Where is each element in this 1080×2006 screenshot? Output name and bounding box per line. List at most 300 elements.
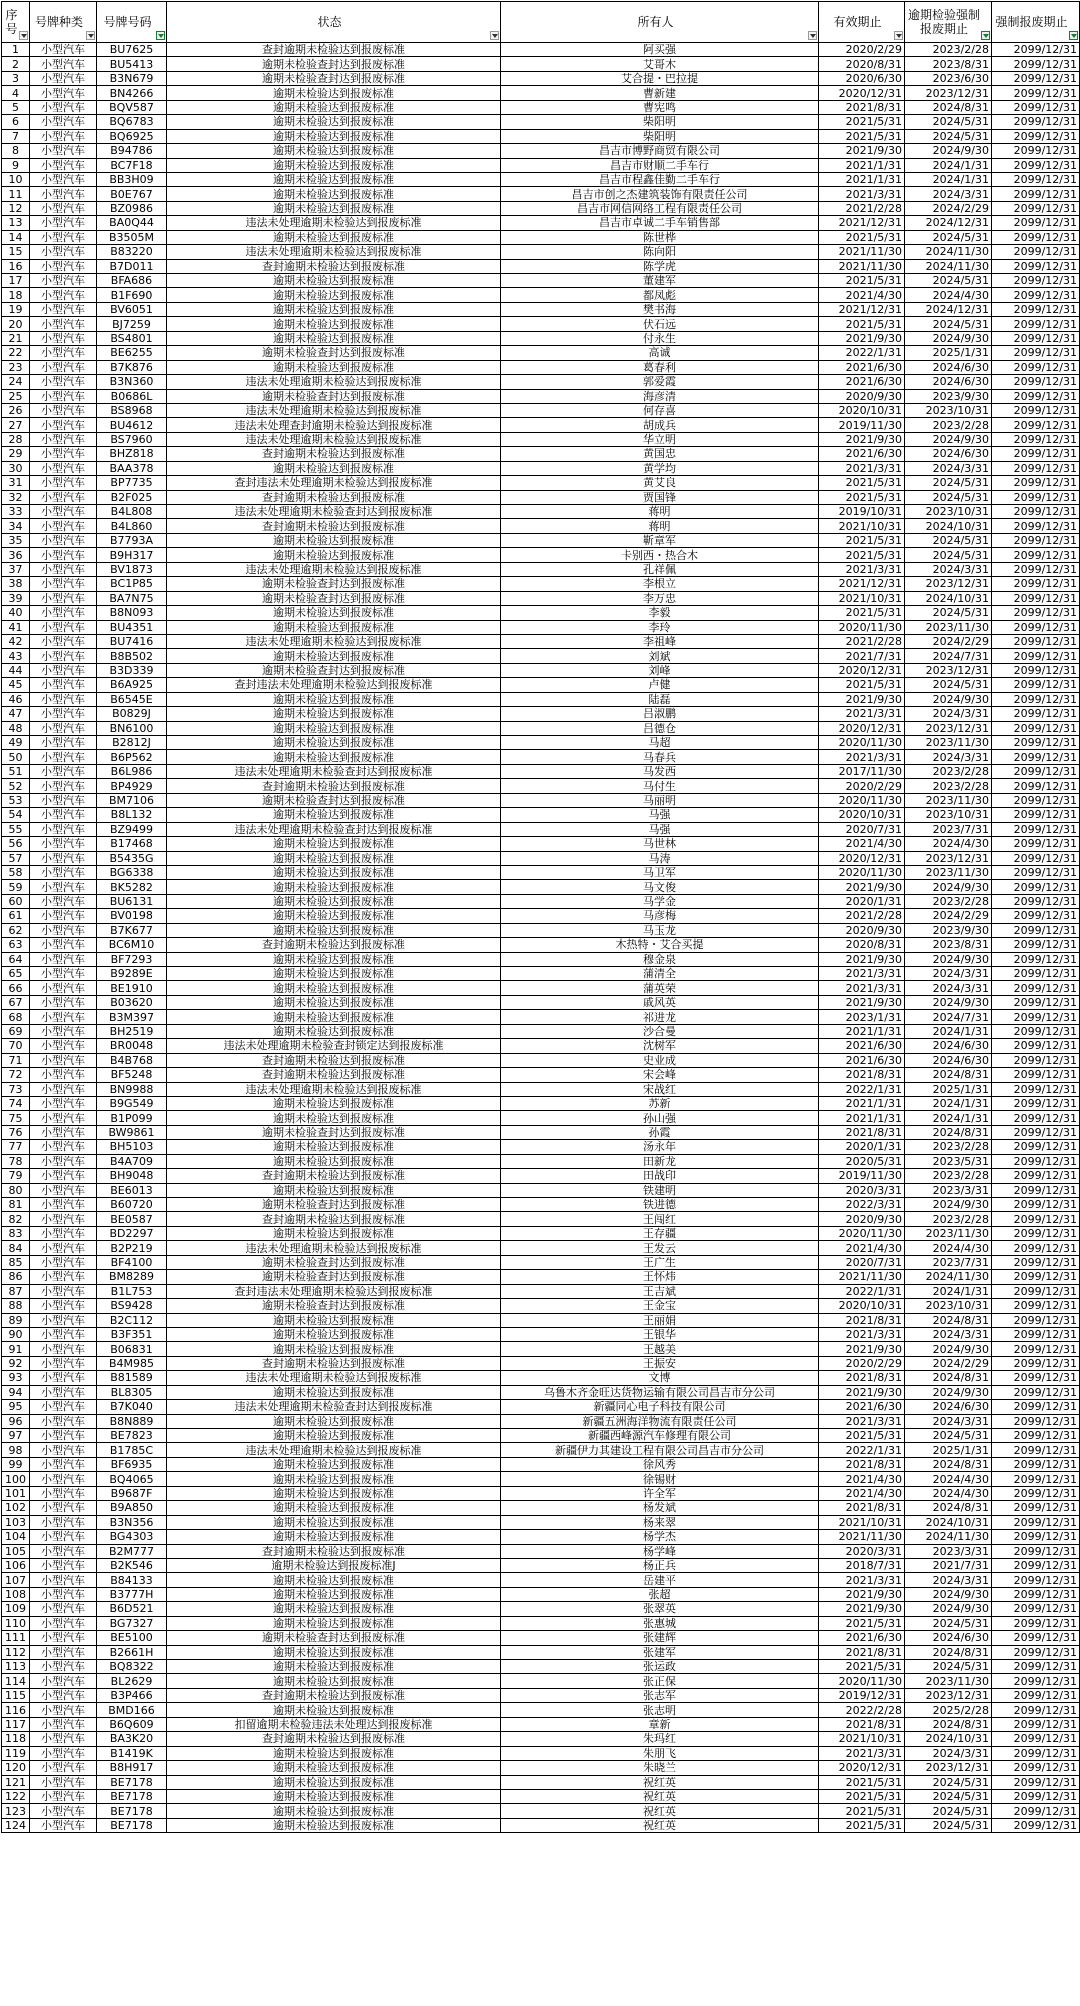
cell-scrap-until[interactable]: 2099/12/31 [992,1530,1080,1544]
cell-plate-type[interactable]: 小型汽车 [30,1602,97,1616]
cell-plate-type[interactable]: 小型汽车 [30,533,97,547]
cell-status[interactable]: 逾期未检验达到报废标准 [167,880,501,894]
cell-scrap-until[interactable]: 2099/12/31 [992,86,1080,100]
cell-valid-until[interactable]: 2021/5/31 [819,129,905,143]
cell-status[interactable]: 逾期未检验查封达到报废标准 [167,389,501,403]
cell-index[interactable]: 17 [2,274,30,288]
cell-status[interactable]: 逾期未检验达到报废标准 [167,1789,501,1803]
cell-status[interactable]: 逾期未检验达到报废标准 [167,1703,501,1717]
cell-overdue-scrap-until[interactable]: 2024/9/30 [905,880,992,894]
cell-status[interactable]: 逾期未检验查封达到报废标准 [167,1270,501,1284]
cell-plate-number[interactable]: B6Q609 [97,1717,167,1731]
cell-owner[interactable]: 陈学虎 [501,259,819,273]
cell-plate-number[interactable]: B7D011 [97,259,167,273]
cell-plate-type[interactable]: 小型汽车 [30,346,97,360]
cell-overdue-scrap-until[interactable]: 2024/9/30 [905,331,992,345]
cell-scrap-until[interactable]: 2099/12/31 [992,1313,1080,1327]
cell-status[interactable]: 逾期未检验达到报废标准 [167,1746,501,1760]
cell-plate-type[interactable]: 小型汽车 [30,1429,97,1443]
cell-index[interactable]: 22 [2,346,30,360]
cell-overdue-scrap-until[interactable]: 2025/1/31 [905,1443,992,1457]
cell-index[interactable]: 59 [2,880,30,894]
cell-plate-number[interactable]: BU4351 [97,620,167,634]
cell-index[interactable]: 97 [2,1429,30,1443]
cell-status[interactable]: 逾期未检验达到报废标准 [167,1660,501,1674]
cell-plate-type[interactable]: 小型汽车 [30,288,97,302]
cell-valid-until[interactable]: 2021/10/31 [819,1732,905,1746]
cell-plate-number[interactable]: B0686L [97,389,167,403]
cell-plate-type[interactable]: 小型汽车 [30,71,97,85]
cell-owner[interactable]: 贾国锋 [501,490,819,504]
cell-owner[interactable]: 王怀炜 [501,1270,819,1284]
cell-overdue-scrap-until[interactable]: 2023/6/30 [905,71,992,85]
cell-owner[interactable]: 杨正兵 [501,1558,819,1572]
cell-status[interactable]: 逾期未检验达到报废标准 [167,187,501,201]
cell-status[interactable]: 违法未处理逾期未检验达到报废标准 [167,1443,501,1457]
cell-overdue-scrap-until[interactable]: 2024/12/31 [905,302,992,316]
cell-status[interactable]: 查封逾期未检验达到报废标准 [167,259,501,273]
filter-dropdown-icon[interactable] [19,31,28,40]
cell-plate-number[interactable]: B94786 [97,144,167,158]
cell-scrap-until[interactable]: 2099/12/31 [992,403,1080,417]
cell-owner[interactable]: 昌吉市程鑫佳勤二手车行 [501,172,819,186]
cell-index[interactable]: 20 [2,317,30,331]
filter-active-icon[interactable] [981,31,990,40]
cell-plate-number[interactable]: B1785C [97,1443,167,1457]
cell-overdue-scrap-until[interactable]: 2023/3/31 [905,1544,992,1558]
cell-owner[interactable]: 孙山强 [501,1111,819,1125]
cell-valid-until[interactable]: 2021/4/30 [819,1241,905,1255]
cell-valid-until[interactable]: 2021/11/30 [819,1270,905,1284]
cell-index[interactable]: 65 [2,967,30,981]
cell-plate-number[interactable]: BF6935 [97,1457,167,1471]
cell-status[interactable]: 逾期未检验查封达到报废标准 [167,1125,501,1139]
cell-index[interactable]: 91 [2,1342,30,1356]
cell-index[interactable]: 72 [2,1068,30,1082]
cell-plate-type[interactable]: 小型汽车 [30,1053,97,1067]
cell-status[interactable]: 逾期未检验查封达到报废标准 [167,1255,501,1269]
cell-plate-number[interactable]: B8L132 [97,808,167,822]
cell-plate-number[interactable]: B2F025 [97,490,167,504]
cell-index[interactable]: 34 [2,519,30,533]
cell-index[interactable]: 42 [2,634,30,648]
cell-valid-until[interactable]: 2021/3/31 [819,187,905,201]
cell-plate-number[interactable]: B7K876 [97,360,167,374]
cell-owner[interactable]: 张建辉 [501,1631,819,1645]
cell-owner[interactable]: 新疆伊力其建设工程有限公司昌吉市分公司 [501,1443,819,1457]
cell-plate-number[interactable]: BD2297 [97,1226,167,1240]
cell-plate-number[interactable]: BF7293 [97,952,167,966]
cell-plate-type[interactable]: 小型汽车 [30,1241,97,1255]
cell-overdue-scrap-until[interactable]: 2024/9/30 [905,1602,992,1616]
cell-plate-type[interactable]: 小型汽车 [30,115,97,129]
cell-plate-type[interactable]: 小型汽车 [30,1573,97,1587]
cell-index[interactable]: 57 [2,851,30,865]
cell-scrap-until[interactable]: 2099/12/31 [992,1573,1080,1587]
cell-valid-until[interactable]: 2020/3/31 [819,1544,905,1558]
cell-scrap-until[interactable]: 2099/12/31 [992,1096,1080,1110]
cell-plate-type[interactable]: 小型汽车 [30,57,97,71]
cell-plate-number[interactable]: B06831 [97,1342,167,1356]
cell-scrap-until[interactable]: 2099/12/31 [992,894,1080,908]
cell-valid-until[interactable]: 2020/12/31 [819,721,905,735]
cell-plate-number[interactable]: B6L986 [97,764,167,778]
cell-index[interactable]: 112 [2,1645,30,1659]
cell-plate-number[interactable]: B4L860 [97,519,167,533]
cell-plate-type[interactable]: 小型汽车 [30,750,97,764]
cell-plate-type[interactable]: 小型汽车 [30,1818,97,1832]
cell-scrap-until[interactable]: 2099/12/31 [992,43,1080,57]
cell-owner[interactable]: 戚风英 [501,995,819,1009]
cell-status[interactable]: 逾期未检验达到报废标准 [167,158,501,172]
cell-plate-number[interactable]: B1419K [97,1746,167,1760]
cell-scrap-until[interactable]: 2099/12/31 [992,1631,1080,1645]
cell-status[interactable]: 逾期未检验达到报废标准 [167,1587,501,1601]
cell-valid-until[interactable]: 2021/5/31 [819,1818,905,1832]
cell-index[interactable]: 45 [2,678,30,692]
cell-overdue-scrap-until[interactable]: 2023/10/31 [905,403,992,417]
cell-owner[interactable]: 朱晓兰 [501,1761,819,1775]
cell-status[interactable]: 查封逾期未检验达到报废标准 [167,1732,501,1746]
cell-plate-number[interactable]: BE7823 [97,1429,167,1443]
cell-overdue-scrap-until[interactable]: 2024/4/30 [905,1241,992,1255]
cell-owner[interactable]: 马玉龙 [501,923,819,937]
cell-plate-number[interactable]: BU4612 [97,418,167,432]
cell-plate-type[interactable]: 小型汽车 [30,375,97,389]
cell-index[interactable]: 76 [2,1125,30,1139]
cell-status[interactable]: 逾期未检验达到报废标准 [167,750,501,764]
cell-overdue-scrap-until[interactable]: 2024/5/31 [905,115,992,129]
cell-owner[interactable]: 马付生 [501,779,819,793]
cell-valid-until[interactable]: 2021/12/31 [819,577,905,591]
cell-scrap-until[interactable]: 2099/12/31 [992,923,1080,937]
cell-index[interactable]: 103 [2,1515,30,1529]
cell-status[interactable]: 逾期未检验达到报废标准 [167,360,501,374]
cell-index[interactable]: 121 [2,1775,30,1789]
cell-plate-number[interactable]: B83220 [97,245,167,259]
cell-index[interactable]: 105 [2,1544,30,1558]
cell-scrap-until[interactable]: 2099/12/31 [992,1486,1080,1500]
cell-plate-type[interactable]: 小型汽车 [30,1270,97,1284]
cell-plate-number[interactable]: BE7178 [97,1804,167,1818]
cell-owner[interactable]: 章新 [501,1717,819,1731]
cell-owner[interactable]: 刘峰 [501,663,819,677]
cell-plate-number[interactable]: BA7N75 [97,591,167,605]
cell-index[interactable]: 123 [2,1804,30,1818]
cell-index[interactable]: 7 [2,129,30,143]
cell-index[interactable]: 44 [2,663,30,677]
cell-owner[interactable]: 昌吉市财顺二手车行 [501,158,819,172]
cell-status[interactable]: 逾期未检验查封达到报废标准 [167,663,501,677]
cell-overdue-scrap-until[interactable]: 2023/8/31 [905,57,992,71]
cell-overdue-scrap-until[interactable]: 2024/8/31 [905,1501,992,1515]
cell-status[interactable]: 逾期未检验查封达到报废标准 [167,1631,501,1645]
cell-overdue-scrap-until[interactable]: 2023/12/31 [905,577,992,591]
cell-overdue-scrap-until[interactable]: 2023/12/31 [905,1688,992,1702]
cell-status[interactable]: 查封逾期未检验达到报废标准 [167,1356,501,1370]
cell-owner[interactable]: 蒋明 [501,505,819,519]
cell-plate-type[interactable]: 小型汽车 [30,317,97,331]
cell-scrap-until[interactable]: 2099/12/31 [992,880,1080,894]
cell-valid-until[interactable]: 2021/9/30 [819,331,905,345]
cell-valid-until[interactable]: 2020/1/31 [819,894,905,908]
cell-valid-until[interactable]: 2021/8/31 [819,1457,905,1471]
cell-owner[interactable]: 郭爱霞 [501,375,819,389]
cell-plate-type[interactable]: 小型汽车 [30,1327,97,1341]
cell-owner[interactable]: 马强 [501,822,819,836]
cell-owner[interactable]: 海彦清 [501,389,819,403]
cell-status[interactable]: 违法未处理逾期未检验达到报废标准 [167,562,501,576]
cell-scrap-until[interactable]: 2099/12/31 [992,187,1080,201]
cell-status[interactable]: 逾期未检验查封达到报废标准 [167,591,501,605]
cell-scrap-until[interactable]: 2099/12/31 [992,1660,1080,1674]
cell-scrap-until[interactable]: 2099/12/31 [992,1356,1080,1370]
cell-valid-until[interactable]: 2021/8/31 [819,1501,905,1515]
cell-status[interactable]: 违法未处理逾期未检验达到报废标准 [167,375,501,389]
cell-overdue-scrap-until[interactable]: 2023/8/31 [905,938,992,952]
cell-plate-type[interactable]: 小型汽车 [30,1082,97,1096]
cell-plate-number[interactable]: BA0Q44 [97,216,167,230]
cell-overdue-scrap-until[interactable]: 2024/6/30 [905,1039,992,1053]
cell-plate-number[interactable]: B3777H [97,1587,167,1601]
cell-status[interactable]: 逾期未检验达到报废标准 [167,1226,501,1240]
cell-overdue-scrap-until[interactable]: 2024/8/31 [905,1313,992,1327]
cell-owner[interactable]: 马涛 [501,851,819,865]
cell-status[interactable]: 逾期未检验查封达到报废标准 [167,346,501,360]
cell-scrap-until[interactable]: 2099/12/31 [992,1154,1080,1168]
cell-plate-type[interactable]: 小型汽车 [30,1501,97,1515]
cell-plate-number[interactable]: BS8968 [97,403,167,417]
cell-valid-until[interactable]: 2021/9/30 [819,995,905,1009]
cell-plate-type[interactable]: 小型汽车 [30,1761,97,1775]
cell-status[interactable]: 逾期未检验达到报废标准 [167,1024,501,1038]
cell-overdue-scrap-until[interactable]: 2025/1/31 [905,1082,992,1096]
cell-plate-number[interactable]: BN9988 [97,1082,167,1096]
cell-scrap-until[interactable]: 2099/12/31 [992,606,1080,620]
cell-status[interactable]: 扣留逾期未检验违法未处理达到报废标准 [167,1717,501,1731]
cell-plate-type[interactable]: 小型汽车 [30,1660,97,1674]
cell-owner[interactable]: 伏石远 [501,317,819,331]
cell-plate-type[interactable]: 小型汽车 [30,793,97,807]
cell-scrap-until[interactable]: 2099/12/31 [992,721,1080,735]
cell-scrap-until[interactable]: 2099/12/31 [992,938,1080,952]
cell-status[interactable]: 逾期未检验达到报废标准 [167,1645,501,1659]
cell-overdue-scrap-until[interactable]: 2024/2/29 [905,909,992,923]
cell-scrap-until[interactable]: 2099/12/31 [992,620,1080,634]
cell-plate-number[interactable]: BQ8322 [97,1660,167,1674]
cell-owner[interactable]: 马强 [501,808,819,822]
cell-scrap-until[interactable]: 2099/12/31 [992,1587,1080,1601]
cell-plate-type[interactable]: 小型汽车 [30,1096,97,1110]
cell-owner[interactable]: 马文俊 [501,880,819,894]
cell-scrap-until[interactable]: 2099/12/31 [992,634,1080,648]
cell-overdue-scrap-until[interactable]: 2024/5/31 [905,1660,992,1674]
cell-status[interactable]: 逾期未检验达到报废标准 [167,894,501,908]
cell-plate-number[interactable]: B3N356 [97,1515,167,1529]
cell-scrap-until[interactable]: 2099/12/31 [992,432,1080,446]
cell-valid-until[interactable]: 2020/12/31 [819,851,905,865]
cell-index[interactable]: 12 [2,201,30,215]
cell-scrap-until[interactable]: 2099/12/31 [992,1226,1080,1240]
cell-valid-until[interactable]: 2021/8/31 [819,1068,905,1082]
cell-index[interactable]: 39 [2,591,30,605]
cell-overdue-scrap-until[interactable]: 2025/1/31 [905,346,992,360]
cell-owner[interactable]: 杨学杰 [501,1530,819,1544]
header-index[interactable]: 序号 [2,2,30,43]
cell-plate-type[interactable]: 小型汽车 [30,432,97,446]
cell-valid-until[interactable]: 2021/5/31 [819,317,905,331]
cell-owner[interactable]: 田新龙 [501,1154,819,1168]
cell-index[interactable]: 124 [2,1818,30,1832]
cell-owner[interactable]: 许全军 [501,1486,819,1500]
cell-plate-type[interactable]: 小型汽车 [30,1125,97,1139]
cell-overdue-scrap-until[interactable]: 2024/3/31 [905,1746,992,1760]
cell-owner[interactable]: 卡别西・热合木 [501,548,819,562]
cell-overdue-scrap-until[interactable]: 2023/11/30 [905,865,992,879]
cell-valid-until[interactable]: 2021/3/31 [819,1414,905,1428]
cell-scrap-until[interactable]: 2099/12/31 [992,822,1080,836]
cell-plate-type[interactable]: 小型汽车 [30,187,97,201]
cell-valid-until[interactable]: 2021/9/30 [819,880,905,894]
cell-plate-type[interactable]: 小型汽车 [30,43,97,57]
cell-plate-type[interactable]: 小型汽车 [30,447,97,461]
cell-status[interactable]: 逾期未检验达到报废标准 [167,692,501,706]
cell-overdue-scrap-until[interactable]: 2024/3/31 [905,1573,992,1587]
cell-plate-type[interactable]: 小型汽车 [30,389,97,403]
cell-scrap-until[interactable]: 2099/12/31 [992,1746,1080,1760]
cell-plate-type[interactable]: 小型汽车 [30,1039,97,1053]
cell-scrap-until[interactable]: 2099/12/31 [992,1414,1080,1428]
cell-plate-type[interactable]: 小型汽车 [30,952,97,966]
cell-status[interactable]: 违法未处理逾期未检验达到报废标准 [167,634,501,648]
cell-owner[interactable]: 付永生 [501,331,819,345]
filter-dropdown-icon[interactable] [894,31,903,40]
cell-index[interactable]: 122 [2,1789,30,1803]
cell-index[interactable]: 115 [2,1688,30,1702]
cell-index[interactable]: 110 [2,1616,30,1630]
cell-plate-number[interactable]: B2M777 [97,1544,167,1558]
cell-overdue-scrap-until[interactable]: 2025/2/28 [905,1703,992,1717]
cell-owner[interactable]: 沙合曼 [501,1024,819,1038]
cell-status[interactable]: 逾期未检验达到报废标准 [167,1674,501,1688]
cell-plate-number[interactable]: B4B768 [97,1053,167,1067]
cell-valid-until[interactable]: 2021/3/31 [819,1573,905,1587]
cell-owner[interactable]: 董建军 [501,274,819,288]
cell-overdue-scrap-until[interactable]: 2024/5/31 [905,533,992,547]
cell-plate-type[interactable]: 小型汽车 [30,1400,97,1414]
cell-plate-type[interactable]: 小型汽车 [30,764,97,778]
cell-plate-type[interactable]: 小型汽车 [30,779,97,793]
cell-valid-until[interactable]: 2020/12/31 [819,1761,905,1775]
cell-plate-number[interactable]: BS9428 [97,1299,167,1313]
cell-plate-type[interactable]: 小型汽车 [30,577,97,591]
cell-scrap-until[interactable]: 2099/12/31 [992,865,1080,879]
cell-owner[interactable]: 卢健 [501,678,819,692]
cell-valid-until[interactable]: 2021/11/30 [819,1530,905,1544]
cell-overdue-scrap-until[interactable]: 2023/7/31 [905,822,992,836]
cell-status[interactable]: 查封逾期未检验达到报废标准 [167,1053,501,1067]
cell-status[interactable]: 逾期未检验达到报废标准 [167,1515,501,1529]
cell-index[interactable]: 70 [2,1039,30,1053]
cell-index[interactable]: 14 [2,230,30,244]
cell-scrap-until[interactable]: 2099/12/31 [992,750,1080,764]
cell-status[interactable]: 违法未处理逾期未检验达到报废标准 [167,245,501,259]
cell-status[interactable]: 逾期未检验达到报废标准 [167,274,501,288]
cell-owner[interactable]: 昌吉市博野商贸有限公司 [501,144,819,158]
cell-plate-number[interactable]: B9289E [97,967,167,981]
cell-overdue-scrap-until[interactable]: 2023/12/31 [905,721,992,735]
cell-plate-type[interactable]: 小型汽车 [30,360,97,374]
cell-scrap-until[interactable]: 2099/12/31 [992,505,1080,519]
cell-plate-type[interactable]: 小型汽车 [30,1674,97,1688]
cell-index[interactable]: 87 [2,1284,30,1298]
cell-index[interactable]: 55 [2,822,30,836]
cell-owner[interactable]: 张志明 [501,1703,819,1717]
cell-plate-type[interactable]: 小型汽车 [30,909,97,923]
cell-overdue-scrap-until[interactable]: 2024/9/30 [905,432,992,446]
cell-owner[interactable]: 靳章军 [501,533,819,547]
cell-index[interactable]: 78 [2,1154,30,1168]
cell-status[interactable]: 查封逾期未检验达到报废标准 [167,1544,501,1558]
cell-scrap-until[interactable]: 2099/12/31 [992,331,1080,345]
cell-overdue-scrap-until[interactable]: 2024/5/31 [905,476,992,490]
cell-owner[interactable]: 孔祥佩 [501,562,819,576]
cell-overdue-scrap-until[interactable]: 2024/10/31 [905,1732,992,1746]
cell-overdue-scrap-until[interactable]: 2024/3/31 [905,461,992,475]
cell-overdue-scrap-until[interactable]: 2024/8/31 [905,1371,992,1385]
cell-status[interactable]: 查封逾期未检验达到报废标准 [167,1169,501,1183]
cell-valid-until[interactable]: 2019/10/31 [819,505,905,519]
cell-overdue-scrap-until[interactable]: 2024/1/31 [905,1111,992,1125]
cell-overdue-scrap-until[interactable]: 2024/4/30 [905,1486,992,1500]
cell-owner[interactable]: 马发西 [501,764,819,778]
cell-index[interactable]: 116 [2,1703,30,1717]
cell-plate-number[interactable]: B6D521 [97,1602,167,1616]
cell-valid-until[interactable]: 2021/6/30 [819,1400,905,1414]
cell-plate-number[interactable]: BG7327 [97,1616,167,1630]
header-plate-number[interactable]: 号牌号码 [97,2,167,43]
cell-index[interactable]: 82 [2,1212,30,1226]
cell-plate-number[interactable]: B84133 [97,1573,167,1587]
cell-owner[interactable]: 岳建平 [501,1573,819,1587]
cell-index[interactable]: 23 [2,360,30,374]
cell-plate-type[interactable]: 小型汽车 [30,403,97,417]
cell-scrap-until[interactable]: 2099/12/31 [992,577,1080,591]
cell-valid-until[interactable]: 2020/9/30 [819,923,905,937]
cell-valid-until[interactable]: 2020/10/31 [819,808,905,822]
cell-plate-type[interactable]: 小型汽车 [30,1154,97,1168]
cell-plate-type[interactable]: 小型汽车 [30,736,97,750]
header-valid-until[interactable]: 有效期止 [819,2,905,43]
cell-plate-type[interactable]: 小型汽车 [30,692,97,706]
cell-plate-number[interactable]: BM8289 [97,1270,167,1284]
cell-status[interactable]: 逾期未检验查封达到报废标准 [167,57,501,71]
cell-plate-number[interactable]: B7K040 [97,1400,167,1414]
cell-scrap-until[interactable]: 2099/12/31 [992,1732,1080,1746]
cell-index[interactable]: 80 [2,1183,30,1197]
cell-valid-until[interactable]: 2021/2/28 [819,634,905,648]
cell-plate-number[interactable]: BU5413 [97,57,167,71]
cell-index[interactable]: 18 [2,288,30,302]
cell-status[interactable]: 逾期未检验达到报废标准 [167,1385,501,1399]
cell-valid-until[interactable]: 2018/7/31 [819,1558,905,1572]
cell-plate-type[interactable]: 小型汽车 [30,476,97,490]
cell-plate-type[interactable]: 小型汽车 [30,808,97,822]
cell-overdue-scrap-until[interactable]: 2024/11/30 [905,1530,992,1544]
cell-owner[interactable]: 陈世桦 [501,230,819,244]
cell-status[interactable]: 逾期未检验达到报废标准 [167,649,501,663]
cell-status[interactable]: 逾期未检验查封达到报废标准 [167,577,501,591]
